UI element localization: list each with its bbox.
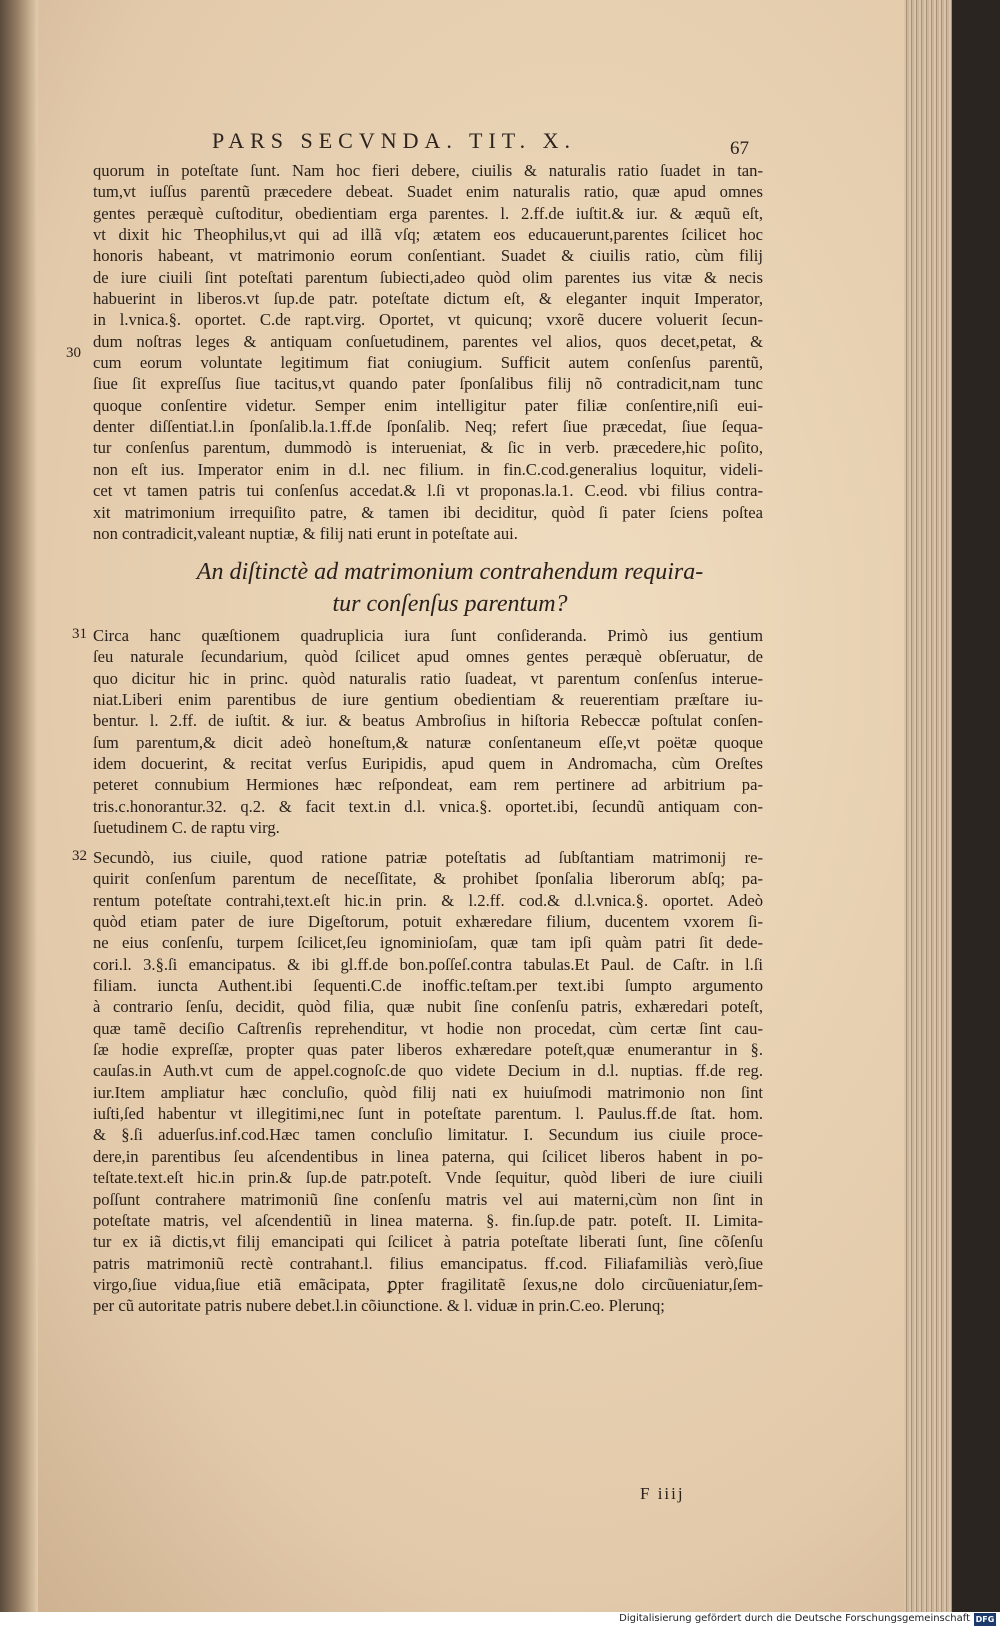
footer-credit: Digitalisierung gefördert durch die Deutsche Forschungsgemeinschaft xyxy=(619,1613,970,1624)
text-line: cori.l. 3.§.ſi emancipatus. & ibi gl.ff.de bon.poſſeſ.contra tabulas.Et Paul. de Caſtr. in l.ſi xyxy=(93,954,763,974)
binding-gutter xyxy=(0,0,38,1612)
running-header: PARS SECVNDA. TIT. X. xyxy=(212,128,576,153)
text-line: quoque conſentire videtur. Semper enim intelligitur pater filiæ conſentire,niſi eui- xyxy=(93,395,763,415)
text-line: patris matrimoniũ rectè contrahant.l. filius emancipatus. ff.cod. Filiafamiliàs verò,ſiue xyxy=(93,1253,763,1273)
text-line: quo dicitur hic in princ. quòd naturalis ratio ſuadeat, vt parentum conſenſus interue- xyxy=(93,668,763,688)
text-line: ſuetudinem C. de raptu virg. xyxy=(93,818,280,838)
text-line: ſæ hodie expreſſæ, propter quas pater liberos exhæredare poteſt,quæ enumerantur in §. xyxy=(93,1040,763,1060)
text-line: peteret connubium Hermiones hæc reſpondeat, eam rem pertinere ad arbitrium pa- xyxy=(93,775,763,795)
text-line: iuſti,ſed habentur vt illegitimi,nec ſunt in poteſtate parentum. l. Paulus.ff.de ſtat. hom. xyxy=(93,1104,763,1124)
page-number: 67 xyxy=(730,138,749,159)
text-line: cum eorum voluntate legitimum fiat coniugium. Sufficit autem conſenſus parentũ, xyxy=(93,353,763,373)
text-line: de iure ciuili ſint poteſtati parentum ſubiecti,adeo quòd olim parentes ius vitæ & necis xyxy=(93,267,763,287)
text-block-1 xyxy=(93,160,763,544)
heading-line-2: tur conſenſus parentum? xyxy=(332,591,568,617)
margin-number-32: 32 xyxy=(72,848,87,864)
text-line: filiam. iuncta Authent.ibi ſequenti.C.de inoffic.teſtam.per text.ibi ſumpto argumento xyxy=(93,976,763,996)
text-line: vt dixit hic Theophilus,vt qui ad illã vſq; ætatem eos educauerunt,parentes ſcilicet hoc xyxy=(93,225,763,245)
text-line: per cũ autoritate patris nubere debet.l.in cõiunctione. & l. viduæ in prin.C.eo. Plerunq; xyxy=(93,1296,665,1316)
text-line: ne eius conſenſu, turpem ſcilicet,ſeu ignominioſam, quæ tam ipſi quàm patri ſit dede- xyxy=(93,933,763,953)
section-heading xyxy=(140,556,760,620)
text-line: ſeu naturale ſecundarium, quòd ſcilicet apud omnes gentes peræquè obſeruatur, de xyxy=(93,647,763,667)
text-line: gentes peræquè cuſtoditur, obedientiam erga parentes. l. 2.ff.de iuſtit.& iur. & æquũ eſt, xyxy=(93,203,763,223)
text-line: ſiue ſit expreſſus ſiue tacitus,vt quando pater ſponſalibus filij nõ contradicit,nam tunc xyxy=(93,374,763,394)
text-line: tur conſenſus parentum, dummodò is interueniat, & ſic in verb. præcedere,hic poſito, xyxy=(93,438,763,458)
text-line: cauſas.in Auth.vt cum de appel.cognoſc.de quo videte Decium in d.l. nuptias. ff.de reg. xyxy=(93,1061,763,1081)
text-line: cet vt tamen patris tui conſenſus accedat.& l.ſi vt proponas.la.1. C.eod. vbi filius contra- xyxy=(93,481,763,501)
text-line: habuerint in liberos.vt ſup.de patr. poteſtate dictum eſt, & eleganter inquit Imperator, xyxy=(93,289,763,309)
text-line: poſſunt contrahere matrimoniũ ſine conſenſu matris vel aui materni,cùm non ſint in xyxy=(93,1189,763,1209)
dfg-logo-icon: DFG xyxy=(975,1615,995,1624)
text-line: honoris habeant, vt matrimonio eorum conſentiant. Suadet & ciuilis ratio, cùm filij xyxy=(93,246,763,266)
text-line: quirit conſenſum parentum de neceſſitate, & prohibet ſponſalia liberorum abſq; pa- xyxy=(93,869,763,889)
text-line: in l.vnica.§. oportet. C.de rapt.virg. Oportet, vt quicunq; vxorẽ ducere voluerit ſecun- xyxy=(93,310,763,330)
text-line: Circa hanc quæſtionem quadruplicia iura ſunt conſideranda. Primò ius gentium xyxy=(93,626,763,645)
text-block-3 xyxy=(93,847,763,1317)
text-line: denter diſſentiat.l.in ſponſalib.la.1.ff.de ſponſalib. Neq; refert ſiue præcedat, ſiue ſequa- xyxy=(93,417,763,437)
text-line: bentur. l. 2.ff. de iuſtit. & iur. & beatus Ambroſius in hiſtoria Rebeccæ poſtulat conſen- xyxy=(93,711,763,731)
text-line: idem docuerint, & recitat verſus Euripidis, apud quem in Andromacha, cùm Oreſtes xyxy=(93,754,763,774)
text-line: poteſtate matris, vel aſcendentiũ in linea materna. §. fin.ſup.de patr. poteſt. II. Limita- xyxy=(93,1210,763,1230)
text-line: non eſt ius. Imperator enim in d.l. nec filium. in fin.C.cod.generalius loquitur, videli- xyxy=(93,459,763,479)
text-line: ſum parentum,& dicit adeò honeſtum,& naturæ conſentaneum eſſe,vt poëtæ quoque xyxy=(93,732,763,752)
text-line: xit matrimonium irrequiſito patre, & tamen ibi deciditur, quòd ſi pater ſciens poſtea xyxy=(93,502,763,522)
text-line: virgo,ſiue vidua,ſiue etiã emãcipata, ꝑpter fragilitatẽ ſexus,ne dolo circũueniatur,ſem- xyxy=(93,1274,763,1294)
margin-number-31: 31 xyxy=(72,626,87,642)
text-line: & §.ſi aduerſus.inf.cod.Hæc tamen concluſio limitatur. I. Secundum ius ciuile proce- xyxy=(93,1125,763,1145)
text-line: niat.Liberi enim parentibus de iure gentium obedientiam & reuerentiam præſtare iu- xyxy=(93,690,763,710)
text-line: non contradicit,valeant nuptiæ, & filij nati erunt in poteſtate aui. xyxy=(93,523,518,543)
text-line: tur ex iã dictis,vt filij emancipati qui ſcilicet à patria poteſtate liberati ſunt, ſine cõſenſu xyxy=(93,1232,763,1252)
heading-line-1: An diſtinctè ad matrimonium contrahendum requira- xyxy=(196,559,704,585)
text-line: Secundò, ius ciuile, quod ratione patriæ poteſtatis ad ſubſtantiam matrimonij re- xyxy=(93,848,763,867)
text-line: dere,in parentibus ſeu aſcendentibus in linea paterna, qui ſcilicet liberos habent in po- xyxy=(93,1146,763,1166)
text-line: dum noſtras leges & antiquam conſuetudinem, parentes vel alios, quos decet,petat, & xyxy=(93,331,763,351)
text-line: quòd etiam pater de iure Digeſtorum, potuit exhæredare filium, ducentem vxorem ſi- xyxy=(93,912,763,932)
text-line: tum,vt iuſſus parentũ præcedere debeat. Suadet enim naturalis ratio, quæ apud omnes xyxy=(93,182,763,202)
text-line: à contrario ſenſu, decidit, quòd filia, quæ nubit ſine conſenſu patris, exhæredari poteſt, xyxy=(93,997,763,1017)
text-line: quorum in poteſtate ſunt. Nam hoc fieri debere, ciuilis & naturalis ratio ſuadet in tan- xyxy=(93,161,763,180)
text-line: teſtate.text.eſt hic.in prin.& ſup.de patr.poteſt. Vnde ſequitur, quòd liberi de iure ciuili xyxy=(93,1168,763,1188)
text-line: tris.c.honorantur.32. q.2. & facit text.in d.l. vnica.§. oportet.ibi, ſecundũ antiquam con- xyxy=(93,796,763,816)
text-line: rentum poteſtate contrahi,text.eſt hic.in prin. & l.2.ff. cod.& d.l.vnica.§. oportet. Adeò xyxy=(93,890,763,910)
page-edges xyxy=(904,0,952,1612)
text-line: iur.Item ampliatur hæc concluſio, quòd filij nati ex huiuſmodi matrimonio non ſint xyxy=(93,1082,763,1102)
text-line: quæ tamẽ deciſio Caſtrenſis reprehenditur, vt hodie non procedat, cùm certæ ſint cau- xyxy=(93,1018,763,1038)
text-block-2 xyxy=(93,625,763,838)
margin-number-30: 30 xyxy=(66,345,81,361)
signature-mark: F iiij xyxy=(640,1484,685,1503)
